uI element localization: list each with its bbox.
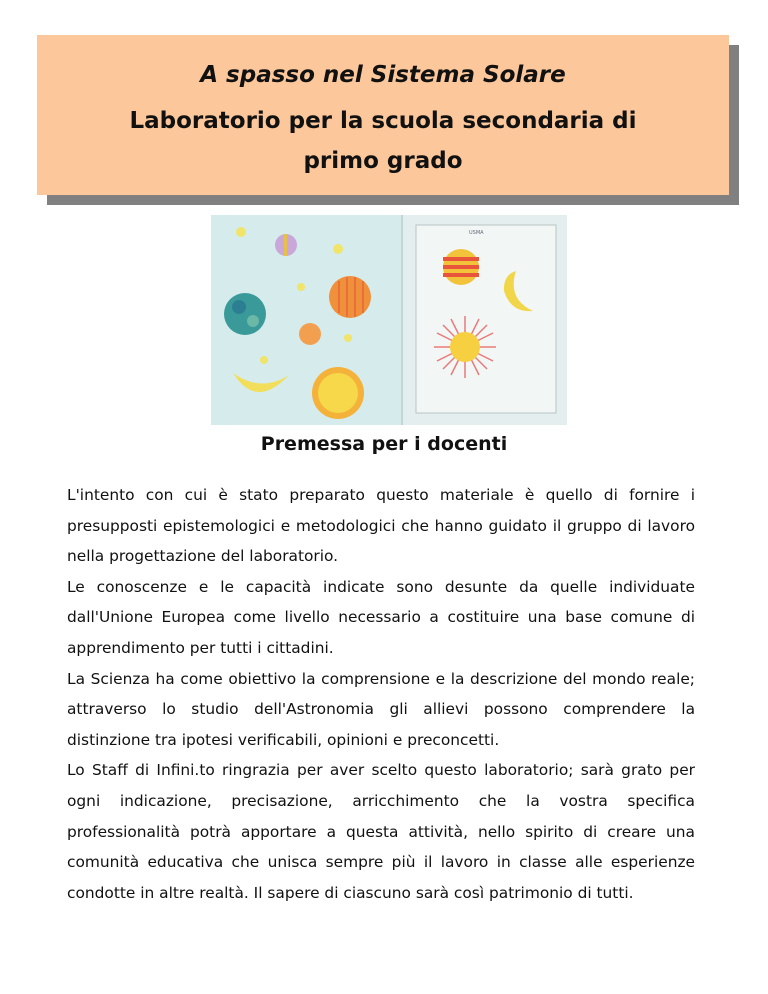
body-text bbox=[67, 480, 695, 908]
orange-planet bbox=[329, 276, 371, 318]
paragraph: La Scienza ha come obiettivo la comprensione e la descrizione del mondo reale; attraverso lo studio dell'Astronomia gli allievi possono comprendere la distinzione tra ipotesi verificabili, opinioni e preconcetti. bbox=[67, 669, 695, 749]
solar-system-drawing bbox=[211, 215, 567, 425]
sheet-label: USMA bbox=[469, 230, 484, 236]
blue-green-planet bbox=[224, 293, 266, 335]
small-yellow-dot bbox=[236, 227, 246, 237]
document-subtitle: Laboratorio per la scuola secondaria di primo grado bbox=[129, 108, 637, 174]
small-yellow-dot bbox=[344, 334, 352, 342]
small-yellow-dot bbox=[333, 244, 343, 254]
paragraph: Lo Staff di Infini.to ringrazia per aver scelto questo laboratorio; sarà grato per ogni indicazione, precisazione, arricchimento che la vostra specifica professionalità potrà apportare a questa attività, nello spirito di creare una comunità educativa che unisca sempre più il lavoro in classe alle esperienze condotte in altre realtà. Il sapere di ciascuno sarà così patrimonio di tutti. bbox=[67, 761, 695, 902]
section-heading: Premessa per i docenti bbox=[260, 433, 508, 455]
paragraph: L'intento con cui è stato preparato questo materiale è quello di fornire i presupposti epistemologici e metodologici che hanno guidato il gruppo di lavoro nella progettazione del laboratorio. bbox=[67, 486, 695, 566]
document-title: A spasso nel Sistema Solare bbox=[200, 62, 566, 88]
paragraph: Le conoscenze e le capacità indicate sono desunte da quelle individuate dall'Unione Europea come livello necessario a costituire una base comune di apprendimento per tutti i cittadini. bbox=[67, 577, 695, 657]
small-orange-planet bbox=[299, 323, 321, 345]
small-yellow-dot bbox=[297, 283, 305, 291]
title-box bbox=[37, 35, 729, 195]
small-yellow-dot bbox=[260, 356, 268, 364]
